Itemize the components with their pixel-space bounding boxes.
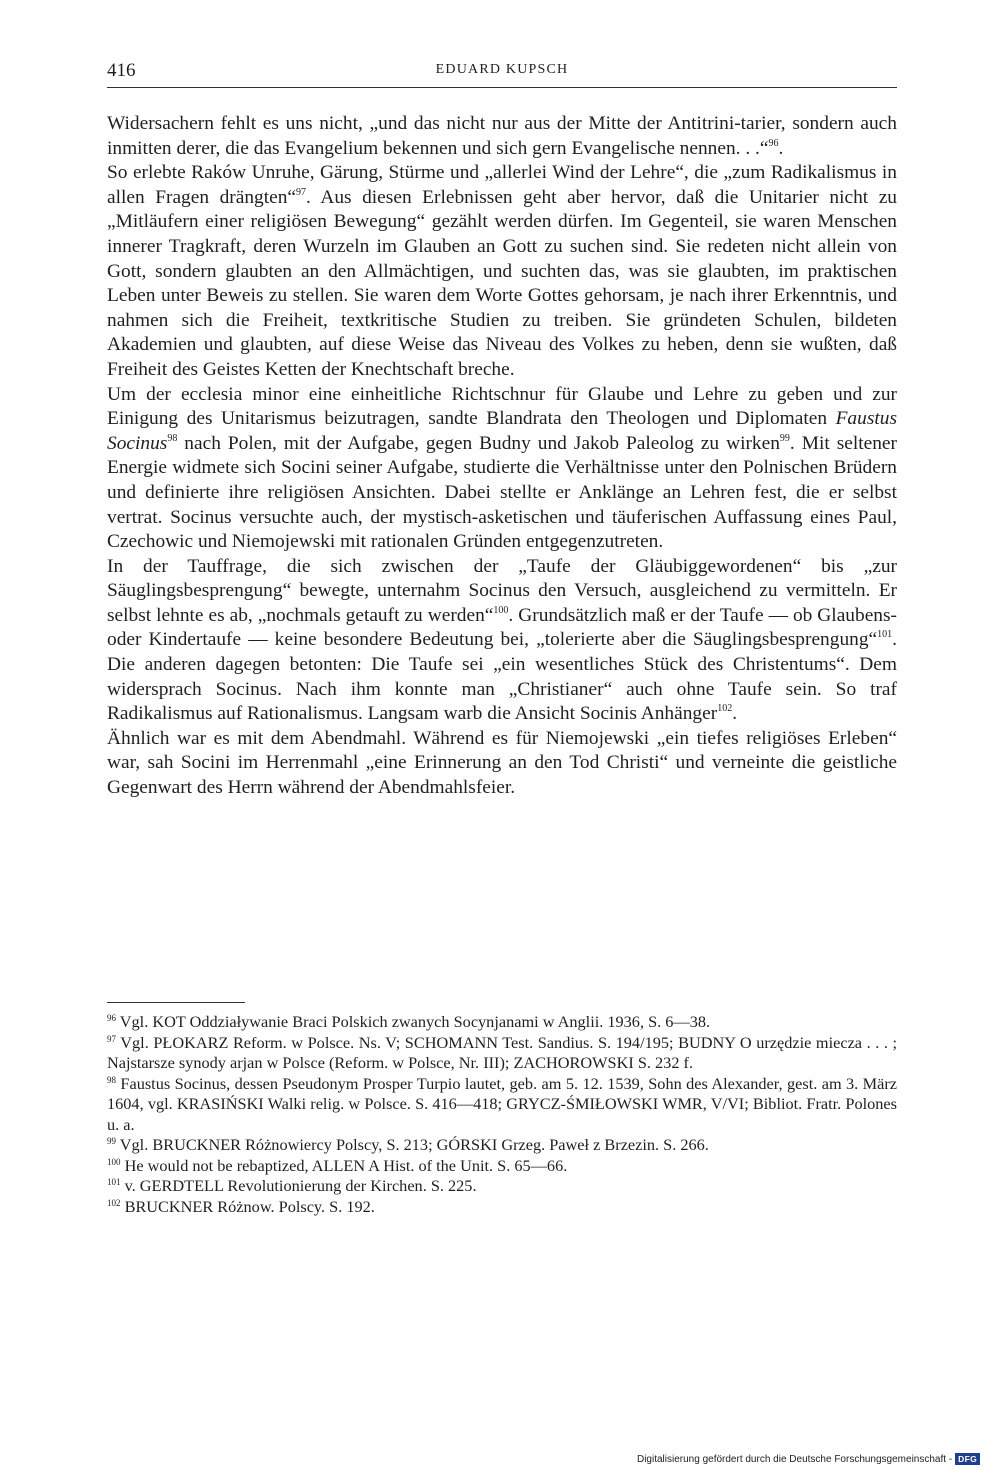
paragraph-1-end: .	[778, 137, 784, 159]
credit-text: Digitalisierung gefördert durch die Deutsche Forschungsgemeinschaft -	[636, 1453, 953, 1465]
digitization-credit	[637, 1452, 980, 1466]
footnote-number: 101	[107, 1177, 121, 1187]
paragraph-3	[107, 383, 897, 555]
footnote-ref-97: 97	[296, 186, 307, 198]
paragraph-4-rest: . Die anderen dagegen betonten: Die Taufe sei „ein wesentliches Stück des Christentums“. Dem widersprach Socinus. Nach ihm konnte man „Christianer“ auch ohne Taufe sein. So traf Radikalismus auf Rationalismus. Langsam warb die Ansicht Socinis Anhänger	[107, 629, 897, 725]
page-number: 416	[107, 60, 136, 81]
paragraph-4-middle: . Grundsätzlich maß er der Taufe — ob Glaubens- oder Kindertaufe — keine besondere Bedeutung bei, „tolerierte aber die Säuglingsbesprengung“	[107, 604, 897, 651]
footnote-number: 100	[107, 1156, 121, 1167]
paragraph-3-rest: . Mit seltener Energie widmete sich Socini seiner Aufgabe, studierte die Verhältnisse unter den Polnischen Brüdern und definierte ihre religiösen Ansichten. Dabei stellte er Anklänge an Lehren fest, die er selbst vertrat. Socinus versuchte auch, der mystisch-asketischen und täuferischen Auffassung eines Paul, Czechowic und Niemojewski mit rationalen Gründen entgegenzutreten.	[107, 432, 897, 553]
footnote-ref-101: 101	[877, 629, 893, 641]
person-name-socinus: Faustus Socinus	[107, 408, 897, 454]
running-title: EDUARD KUPSCH	[435, 62, 569, 77]
dfg-logo-icon: DFG	[955, 1453, 980, 1465]
paragraph-1-text: Widersachern fehlt es uns nicht, „und das nicht nur aus der Mitte der Antitrini-tarier, sondern auch inmitten derer, die das Evangelium bekennen und sich gern Evangelische nennen. . .“	[107, 113, 897, 159]
footnote-number: 96	[107, 1013, 116, 1023]
footnote-ref-99: 99	[779, 432, 790, 444]
footnote-text: Vgl. KOT Oddziaływanie Braci Polskich zwanych Socynjanami w Anglii. 1936, S. 6—38.	[119, 1012, 711, 1031]
footnote-102	[107, 1197, 897, 1218]
paragraph-2-rest: . Aus diesen Erlebnissen geht aber hervor, daß die Unitarier nicht zu „Mitläufern einer religiösen Bewegung“ gezählt werden dürfen. Im Gegenteil, sie waren Menschen innerer Tragkraft, deren Wurzeln im Glauben an Gott zu suchen sind. Sie redeten nicht allein von Gott, sondern glaubten an den Allmächtigen, und suchten das, was sie glaubten, im praktischen Leben unter Beweis zu stellen. Sie waren dem Worte Gottes gehorsam, je nach ihrer Erkenntnis, und nahmen sich die Freiheit, textkritische Studien zu treiben. Sie gründeten Schulen, bildeten Akademien und glaubten, auf diese Weise das Niveau des Volkes zu heben, denn sie wußten, daß Freiheit des Geistes Ketten der Knechtschaft breche.	[107, 186, 898, 380]
footnote-ref-98: 98	[167, 432, 178, 444]
footnote-96	[107, 1012, 897, 1033]
header-rule	[107, 87, 897, 88]
paragraph-4	[107, 555, 897, 727]
footnote-98	[107, 1074, 897, 1136]
footnote-text: Faustus Socinus, dessen Pseudonym Prosper Turpio lautet, geb. am 5. 12. 1539, Sohn des Alexander, gest. am 3. März 1604, vgl. KRASIŃSKI Walki relig. w Polsce. S. 416—418; GRYCZ-ŚMIŁOWSKI WMR, V/VI; Bibliot. Fratr. Polones u. a.	[107, 1073, 897, 1134]
footnote-rule	[107, 1002, 245, 1003]
footnote-ref-100: 100	[493, 604, 509, 616]
footnote-100	[107, 1156, 897, 1177]
footnote-ref-96: 96	[768, 137, 779, 149]
page-header	[107, 60, 897, 88]
footnote-text: Vgl. PŁOKARZ Reform. w Polsce. Ns. V; SCHOMANN Test. Sandius. S. 194/195; BUDNY O urzędzie miecza . . . ; Najstarsze synody arjan w Polsce (Reform. w Polsce, Nr. III); ZACHOROWSKI S. 232 f.	[107, 1032, 897, 1072]
paragraph-3-middle: nach Polen, mit der Aufgabe, gegen Budny und Jakob Paleolog zu wirken	[177, 432, 780, 454]
paragraph-2	[107, 161, 897, 382]
footnote-97	[107, 1033, 897, 1074]
footnote-101	[107, 1176, 897, 1197]
footnote-text: v. GERDTELL Revolutionierung der Kirchen. S. 225.	[124, 1176, 477, 1195]
footnote-number: 97	[107, 1033, 116, 1044]
footnote-text: Vgl. BRUCKNER Różnowiercy Polscy, S. 213; GÓRSKI Grzeg. Paweł z Brzezin. S. 266.	[119, 1135, 709, 1154]
footnote-ref-102: 102	[717, 703, 733, 715]
footnote-number: 98	[107, 1074, 116, 1085]
body-text	[107, 112, 897, 801]
paragraph-2-text: So erlebte Raków Unruhe, Gärung, Stürme und „allerlei Wind der Lehre“, die „zum Radikalismus in allen Fragen drängten“	[107, 162, 897, 208]
paragraph-4-end: .	[732, 703, 738, 725]
paragraph-5: Ähnlich war es mit dem Abendmahl. Während es für Niemojewski „ein tiefes religiöses Erleben“ war, sah Socini im Herrenmahl „eine Erinnerung an den Tod Christi“ und verneinte die geistliche Gegenwart des Herrn während der Abendmahlsfeier.	[107, 727, 897, 799]
footnote-number: 99	[107, 1136, 116, 1146]
footnote-text: BRUCKNER Różnow. Polscy. S. 192.	[124, 1196, 375, 1216]
paragraph-4-text: In der Tauffrage, die sich zwischen der „Taufe der Gläubiggewordenen“ bis „zur Säuglingsbesprengung“ bewegte, unternahm Socinus den Versuch, ausgleichend zu vermitteln. Er selbst lehnte es ab, „nochmals getauft zu werden“	[107, 555, 897, 626]
footnote-text: He would not be rebaptized, ALLEN A Hist. of the Unit. S. 65—66.	[124, 1155, 568, 1175]
footnote-99	[107, 1135, 897, 1156]
footnotes	[107, 1012, 897, 1217]
paragraph-3-text: Um der ecclesia minor eine einheitliche Richtschnur für Glaube und Lehre zu geben und zur Einigung des Unitarismus beizutragen, sandte Blandrata den Theologen und Diplomaten	[107, 383, 897, 430]
footnote-number: 102	[107, 1197, 121, 1208]
paragraph-1	[107, 112, 897, 161]
